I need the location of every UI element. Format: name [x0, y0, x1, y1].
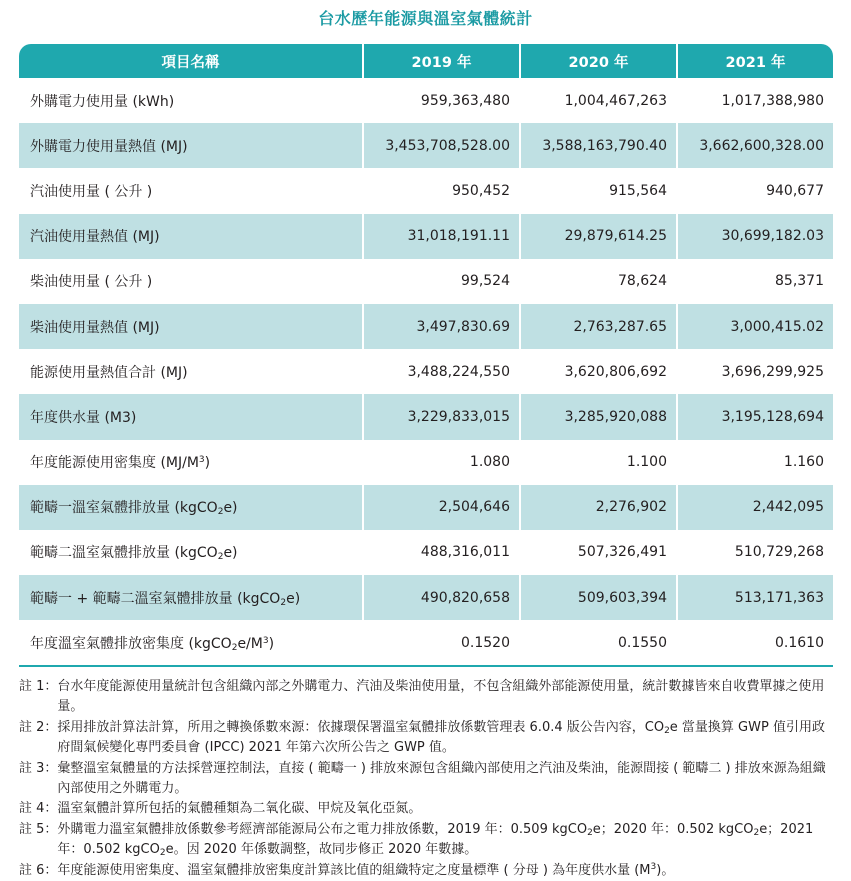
row-label: 範疇一 + 範疇二溫室氣體排放量 (kgCO$_2$e)	[19, 575, 363, 620]
row-label: 範疇二溫室氣體排放量 (kgCO$_2$e)	[19, 530, 363, 575]
cell-value: 3,453,708,528.00	[363, 123, 520, 168]
cell-value: 1.100	[520, 440, 677, 485]
table-row	[19, 394, 833, 439]
footnote-text: 外購電力溫室氣體排放係數參考經濟部能源局公布之電力排放係數，2019 年：0.509 kgCO$_2$e；2020 年：0.502 kgCO$_2$e；2021 年：0.502 kgCO$_2$e。因 2020 年係數調整，故同步修正 2020 年數據。	[57, 821, 814, 859]
cell-value: 3,488,224,550	[363, 349, 520, 394]
table-row	[19, 575, 833, 620]
cell-value: 0.1520	[363, 620, 520, 666]
header-year-2020: 2020 年	[520, 44, 677, 78]
row-label: 外購電力使用量 (kWh)	[19, 78, 363, 123]
energy-ghg-table-container	[19, 44, 833, 667]
footnote-text: 採用排放計算法計算，所用之轉換係數來源：依據環保署溫室氣體排放係數管理表 6.0.4 版公告內容，$CO_2e$ 當量換算 GWP 值引用政府間氣候變化專門委員會 (IPCC) 2021 年第六次所公告之 GWP 值。	[57, 719, 825, 756]
cell-value: 1.160	[677, 440, 833, 485]
footnote-key: 註 3：	[19, 760, 58, 776]
footnote-key: 註 1：	[19, 679, 58, 694]
cell-value: 2,504,646	[363, 485, 520, 530]
row-label: 汽油使用量熱值 (MJ)	[19, 214, 363, 259]
row-label: 汽油使用量 ( 公升 )	[19, 168, 363, 213]
cell-value: 31,018,191.11	[363, 214, 520, 259]
cell-value: 2,276,902	[520, 485, 677, 530]
cell-value: 950,452	[363, 168, 520, 213]
footnote-key: 註 6：	[19, 862, 58, 878]
footnote-key: 註 2：	[19, 719, 58, 735]
table-row	[19, 123, 833, 168]
cell-value: 1.080	[363, 440, 520, 485]
footnotes	[19, 677, 835, 881]
table-row	[19, 304, 833, 349]
cell-value: 3,285,920,088	[520, 394, 677, 439]
cell-value: 30,699,182.03	[677, 214, 833, 259]
cell-value: 85,371	[677, 259, 833, 304]
cell-value: 29,879,614.25	[520, 214, 677, 259]
footnote-6	[19, 861, 835, 881]
page-title: 台水歷年能源與溫室氣體統計	[318, 9, 533, 28]
footnote-text: 溫室氣體計算所包括的氣體種類為二氧化碳、甲烷及氧化亞氮。	[57, 801, 422, 817]
table-row	[19, 349, 833, 394]
footnote-3	[19, 759, 835, 800]
footnote-key: 註 5：	[19, 821, 58, 837]
cell-value: 1,017,388,980	[677, 78, 833, 123]
cell-value: 1,004,467,263	[520, 78, 677, 123]
table-row	[19, 259, 833, 304]
cell-value: 940,677	[677, 168, 833, 213]
cell-value: 3,497,830.69	[363, 304, 520, 349]
cell-value: 510,729,268	[677, 530, 833, 575]
row-label: 年度供水量 (M3)	[19, 394, 363, 439]
table-row	[19, 168, 833, 213]
footnote-text: 彙整溫室氣體量的方法採營運控制法，直接 ( 範疇一 ) 排放來源包含組織內部使用之汽油及柴油，能源間接 ( 範疇二 ) 排放來源為組織內部使用之外購電力。	[57, 760, 826, 797]
cell-value: 3,662,600,328.00	[677, 123, 833, 168]
footnote-1	[19, 677, 835, 718]
cell-value: 3,620,806,692	[520, 349, 677, 394]
row-label: 柴油使用量熱值 (MJ)	[19, 304, 363, 349]
table-row	[19, 485, 833, 530]
table-row	[19, 620, 833, 666]
header-year-2019: 2019 年	[363, 44, 520, 78]
footnote-key: 註 4：	[19, 801, 58, 817]
header-year-2021: 2021 年	[677, 44, 833, 78]
cell-value: 99,524	[363, 259, 520, 304]
row-label: 範疇一溫室氣體排放量 (kgCO$_2$e)	[19, 485, 363, 530]
cell-value: 3,588,163,790.40	[520, 123, 677, 168]
cell-value: 3,195,128,694	[677, 394, 833, 439]
cell-value: 0.1550	[520, 620, 677, 666]
cell-value: 3,000,415.02	[677, 304, 833, 349]
cell-value: 3,229,833,015	[363, 394, 520, 439]
cell-value: 509,603,394	[520, 575, 677, 620]
row-label: 外購電力使用量熱值 (MJ)	[19, 123, 363, 168]
row-label: 年度溫室氣體排放密集度 $(kgCO_2e/M^3)$	[19, 620, 363, 666]
energy-ghg-table	[19, 44, 833, 667]
table-row	[19, 78, 833, 123]
cell-value: 78,624	[520, 259, 677, 304]
table-header-row	[19, 44, 833, 78]
cell-value: 488,316,011	[363, 530, 520, 575]
cell-value: 513,171,363	[677, 575, 833, 620]
cell-value: 2,442,095	[677, 485, 833, 530]
cell-value: 959,363,480	[363, 78, 520, 123]
footnote-text: 年度能源使用密集度、溫室氣體排放密集度計算該比值的組織特定之度量標準 ( 分母 ) 為年度供水量 $(M^3)$。	[57, 861, 675, 878]
cell-value: 490,820,658	[363, 575, 520, 620]
row-label: 能源使用量熱值合計 (MJ)	[19, 349, 363, 394]
row-label: 年度能源使用密集度 $(MJ/M^3)$	[19, 440, 363, 485]
footnote-text: 台水年度能源使用量統計包含組織內部之外購電力、汽油及柴油使用量，不包含組織外部能源使用量，統計數據皆來自收費單據之使用量。	[57, 679, 825, 715]
cell-value: 0.1610	[677, 620, 833, 666]
cell-value: 3,696,299,925	[677, 349, 833, 394]
table-row	[19, 440, 833, 485]
row-label: 柴油使用量 ( 公升 )	[19, 259, 363, 304]
footnote-5	[19, 820, 835, 861]
table-row	[19, 530, 833, 575]
footnote-4	[19, 799, 835, 819]
cell-value: 915,564	[520, 168, 677, 213]
footnote-2	[19, 718, 835, 759]
header-item-name: 項目名稱	[19, 44, 363, 78]
cell-value: 2,763,287.65	[520, 304, 677, 349]
table-row	[19, 214, 833, 259]
cell-value: 507,326,491	[520, 530, 677, 575]
